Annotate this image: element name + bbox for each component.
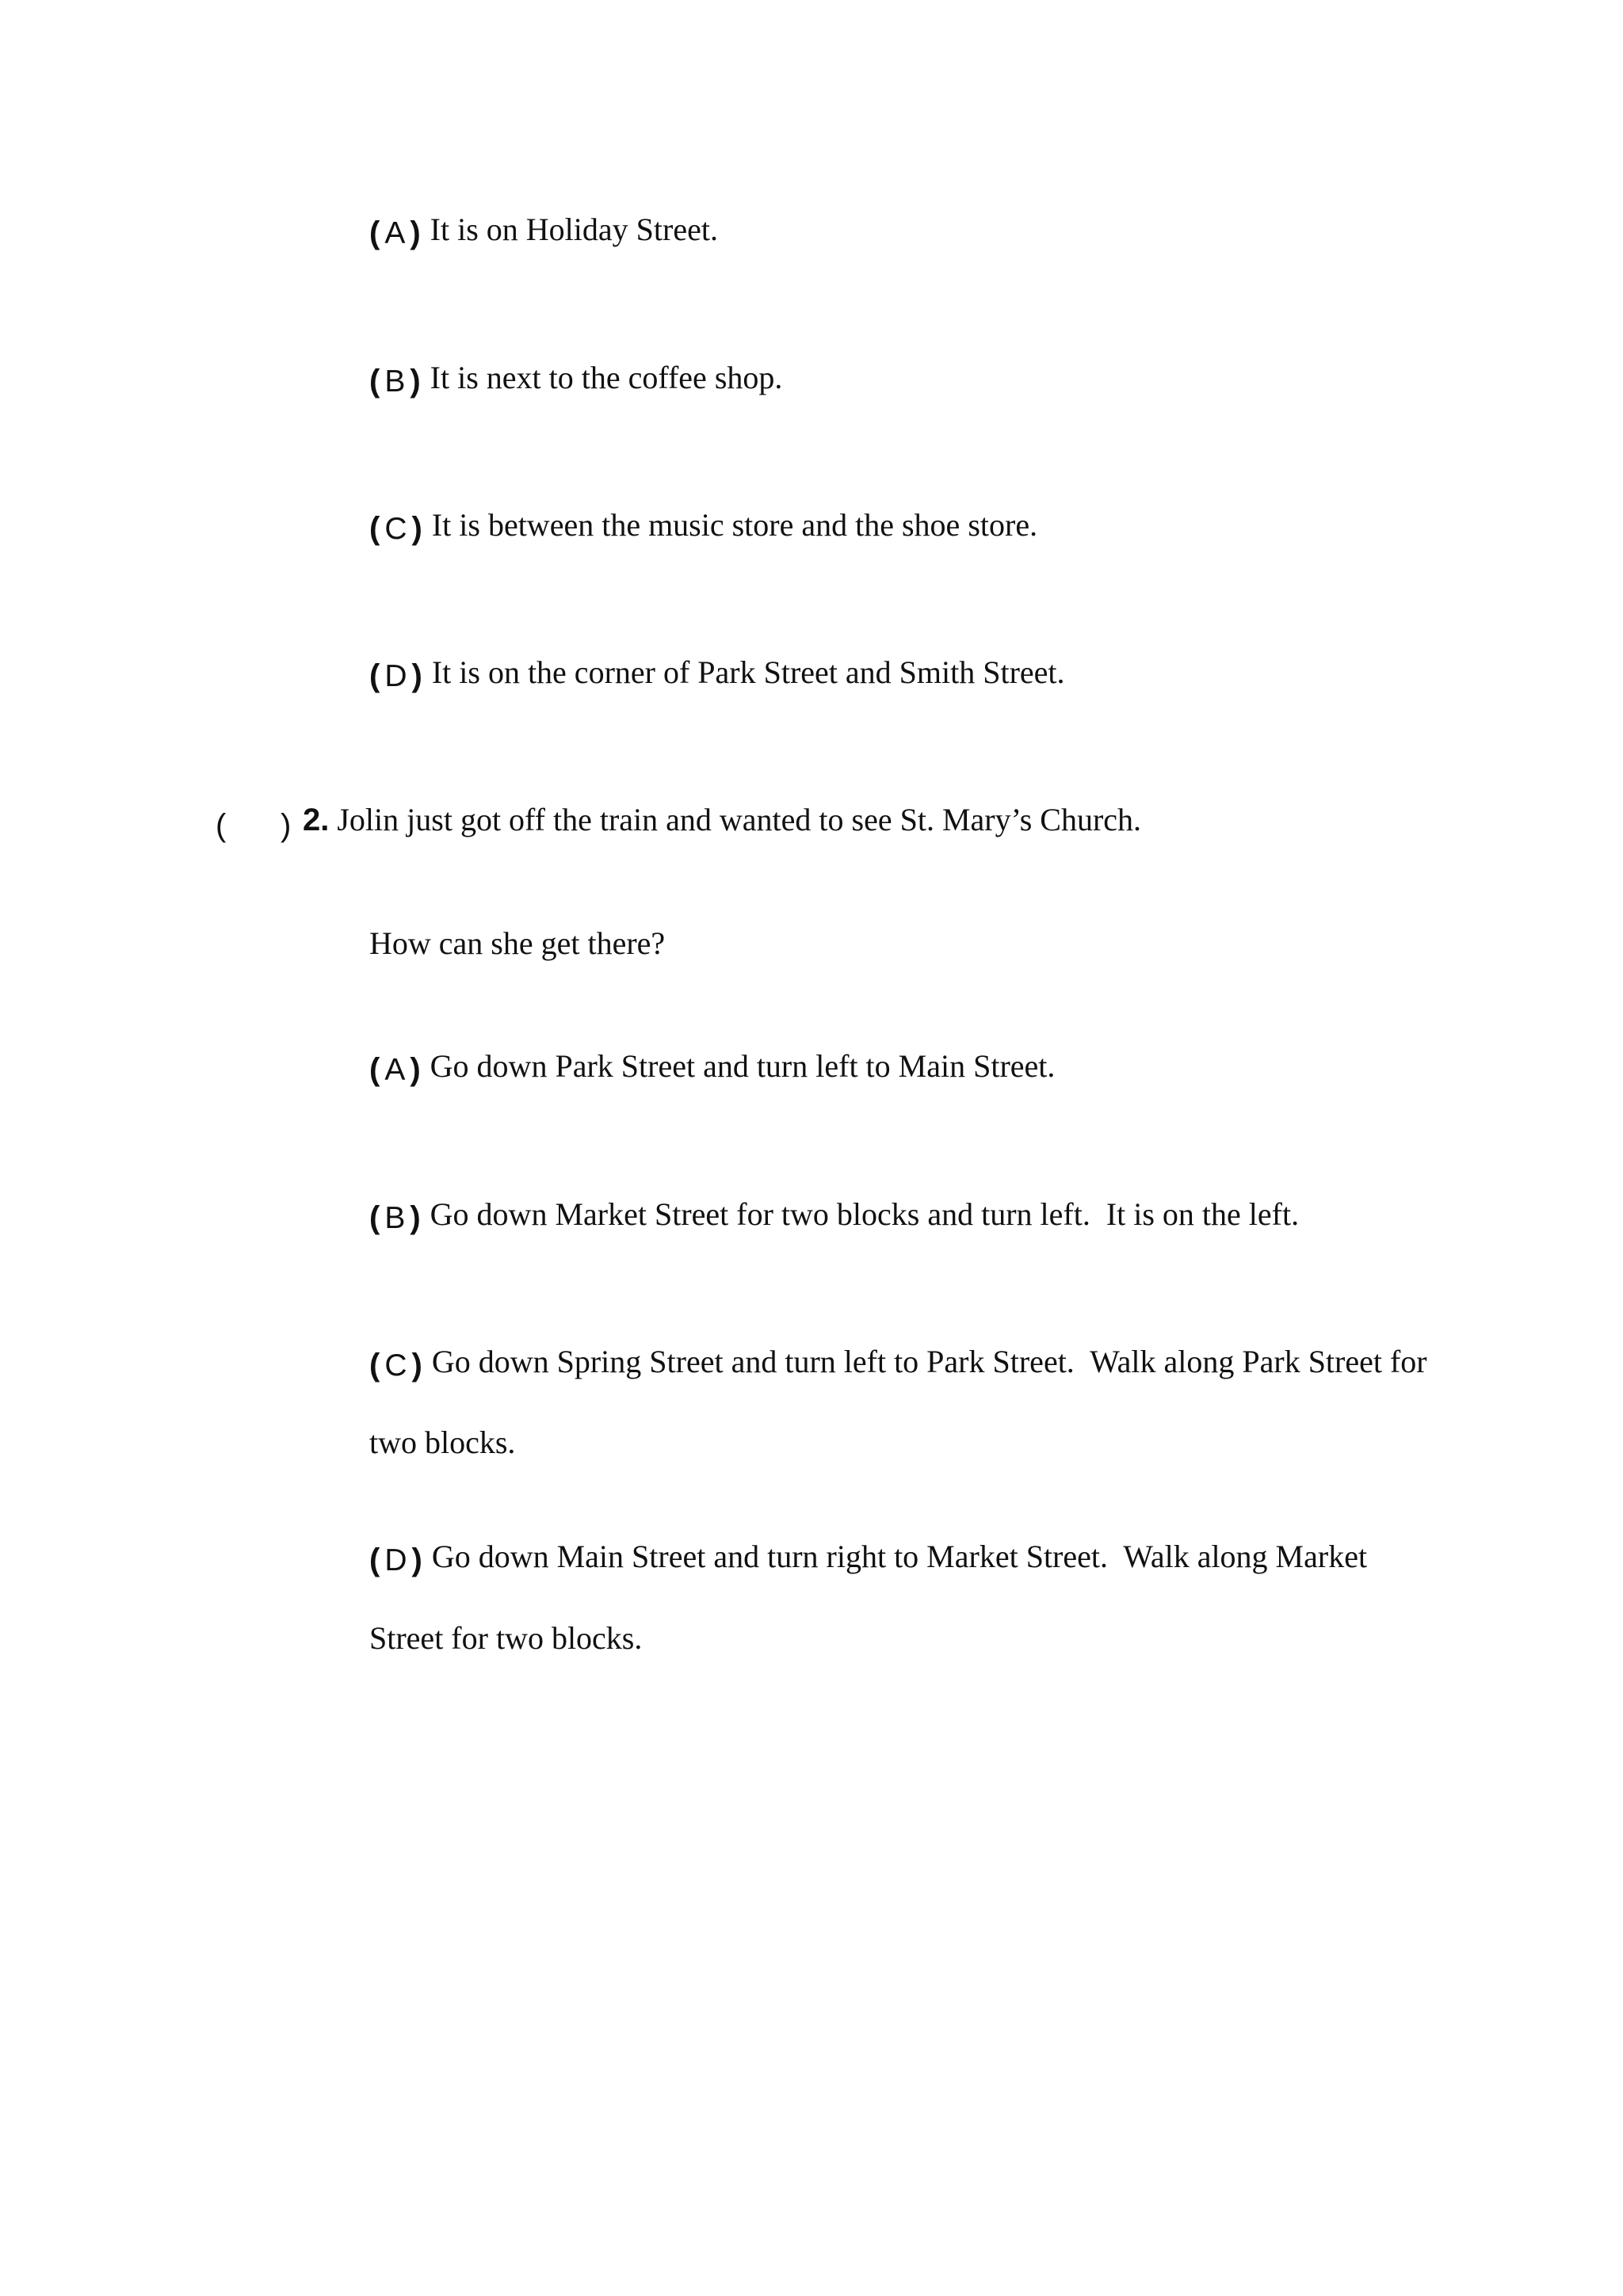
option-text: It is on Holiday Street. bbox=[430, 212, 718, 247]
option-letter-b: ( B ) bbox=[369, 364, 421, 399]
option-text: It is next to the coffee shop. bbox=[430, 360, 783, 395]
q2-option-d bbox=[369, 1538, 1367, 1580]
q2-option-d-continuation: Street for two blocks. bbox=[369, 1620, 643, 1656]
option-letter-a: ( A ) bbox=[369, 215, 421, 250]
q2-option-b bbox=[369, 1196, 1299, 1238]
q1-option-a bbox=[369, 211, 718, 253]
q2-option-c-continuation: two blocks. bbox=[369, 1425, 516, 1460]
q2-option-a bbox=[369, 1047, 1055, 1089]
option-text: Go down Main Street and turn right to Market Street. Walk along Market bbox=[431, 1539, 1368, 1574]
option-text: Go down Spring Street and turn left to Park Street. Walk along Park Street for bbox=[431, 1344, 1427, 1379]
option-text: Go down Park Street and turn left to Main Street. bbox=[430, 1048, 1056, 1084]
option-text: Go down Market Street for two blocks and turn left. It is on the left. bbox=[430, 1196, 1300, 1232]
option-letter-c: ( C ) bbox=[369, 1348, 422, 1383]
q2-stem bbox=[303, 801, 1141, 839]
option-letter-a: ( A ) bbox=[369, 1052, 421, 1087]
question-stem-text: Jolin just got off the train and wanted to see St. Mary’s Church. bbox=[337, 802, 1142, 837]
option-text: It is between the music store and the shoe store. bbox=[431, 507, 1038, 543]
answer-blank-open-paren: ( bbox=[216, 808, 227, 843]
q2-option-c bbox=[369, 1343, 1427, 1385]
option-letter-d: ( D ) bbox=[369, 1543, 422, 1577]
option-text: It is on the corner of Park Street and Smith Street. bbox=[431, 654, 1065, 690]
option-letter-d: ( D ) bbox=[369, 658, 422, 693]
q1-option-c bbox=[369, 506, 1037, 548]
q2-stem-line2: How can she get there? bbox=[369, 925, 666, 961]
q1-option-d bbox=[369, 654, 1065, 696]
option-letter-b: ( B ) bbox=[369, 1200, 421, 1235]
answer-blank-close-paren: ) bbox=[281, 808, 292, 843]
option-letter-c: ( C ) bbox=[369, 511, 422, 546]
q1-option-b bbox=[369, 359, 782, 401]
question-number: 2. bbox=[303, 803, 330, 837]
